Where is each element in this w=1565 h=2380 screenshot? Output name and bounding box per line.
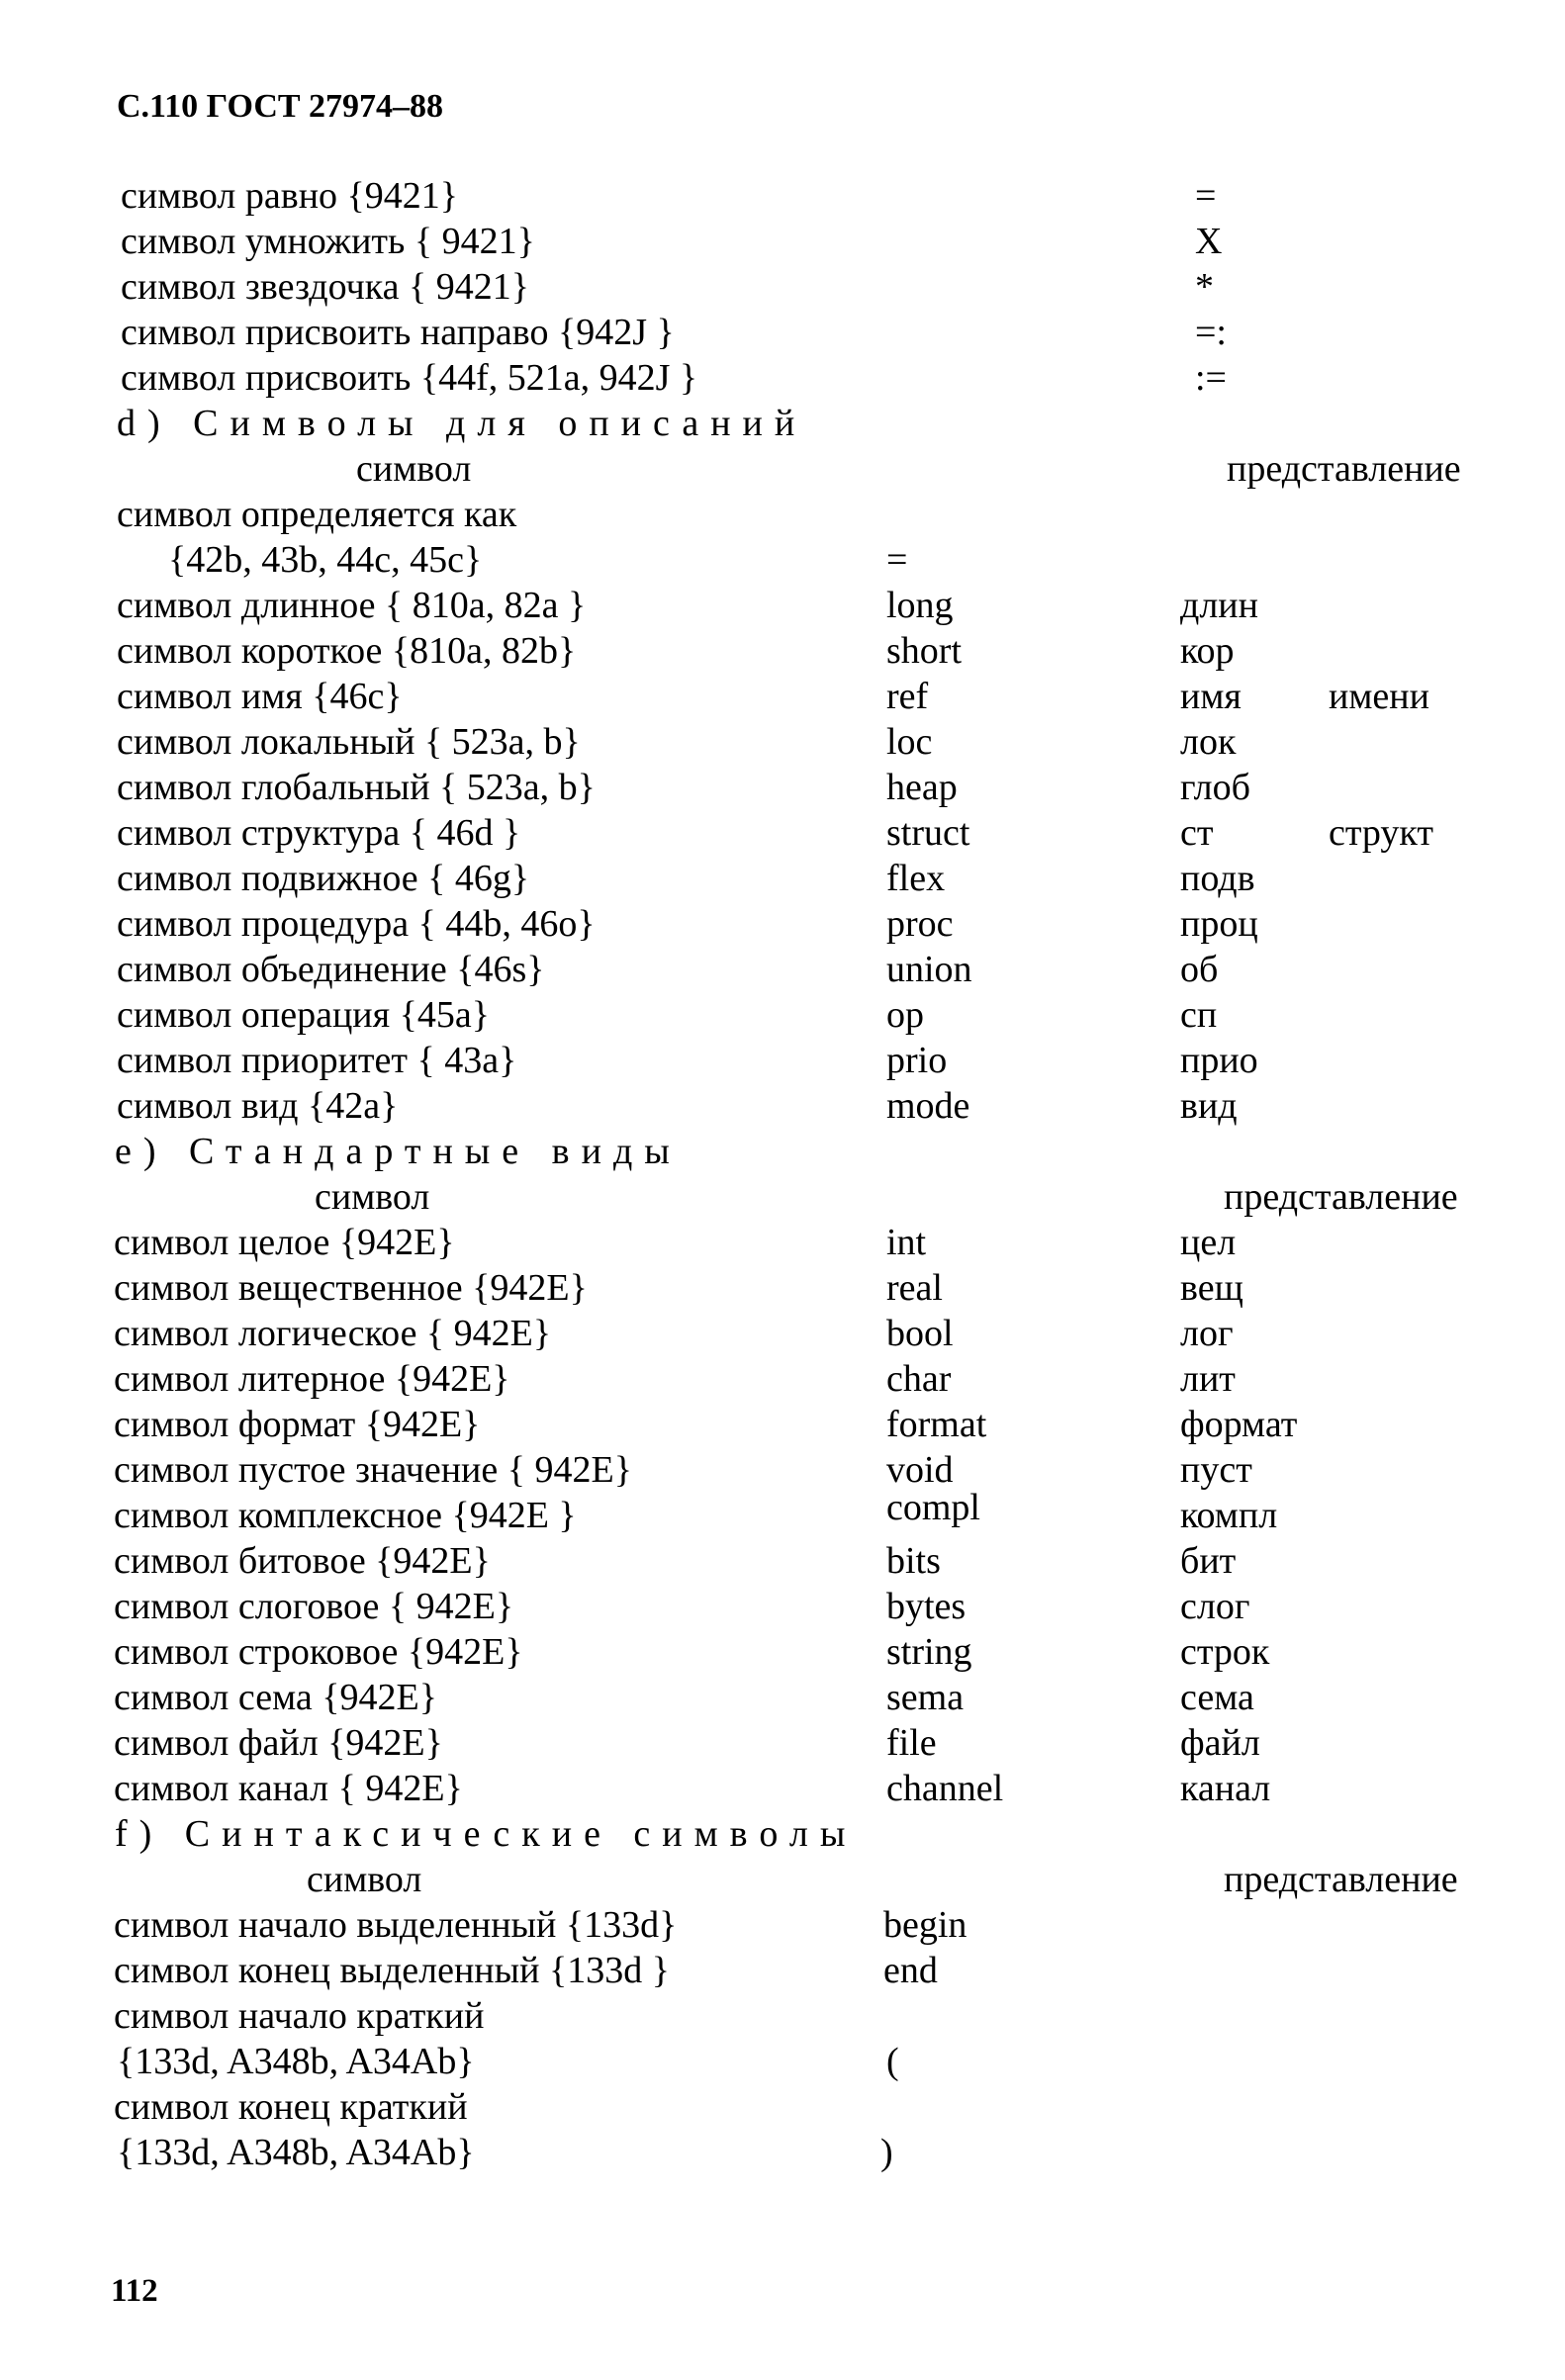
- row-name: символ целое {942E}: [114, 1222, 455, 1263]
- row-russian: длин: [1180, 585, 1258, 626]
- row-english: prio: [886, 1040, 948, 1081]
- row-symbol: =: [886, 539, 908, 581]
- row-symbol: :=: [1195, 357, 1227, 399]
- row-russian: лог: [1180, 1313, 1234, 1354]
- column-header-representation: представление: [1224, 1859, 1458, 1900]
- row-name: символ имя {46c}: [117, 676, 403, 717]
- row-english: ref: [886, 676, 929, 717]
- row-english: char: [886, 1358, 952, 1400]
- row-english: long: [886, 585, 954, 626]
- row-russian: сп: [1180, 994, 1218, 1036]
- row-russian: подв: [1180, 858, 1255, 899]
- row-russian: сема: [1180, 1677, 1254, 1718]
- row-russian: об: [1180, 949, 1219, 990]
- row-symbol: ): [880, 2132, 893, 2173]
- row-english: heap: [886, 767, 958, 808]
- row-russian: проц: [1180, 903, 1258, 945]
- row-russian: строк: [1180, 1631, 1270, 1673]
- row-russian: файл: [1180, 1722, 1260, 1764]
- column-header-representation: представление: [1224, 1176, 1458, 1218]
- column-header-symbol: символ: [307, 1859, 422, 1900]
- row-name: символ слоговое { 942E}: [114, 1586, 514, 1627]
- row-name: символ пустое значение { 942E}: [114, 1449, 632, 1491]
- row-english: op: [886, 994, 924, 1036]
- row-russian: имя: [1180, 676, 1242, 717]
- row-russian: слог: [1180, 1586, 1250, 1627]
- row-russian: канал: [1180, 1768, 1271, 1809]
- row-name: символ приоритет { 43a}: [117, 1040, 517, 1081]
- row-name: символ начало выделенный {133d}: [114, 1904, 678, 1946]
- section-d-title: d) Символы для описаний: [117, 403, 807, 444]
- row-english: flex: [886, 858, 946, 899]
- row-russian: глоб: [1180, 767, 1250, 808]
- row-name: символ умножить { 9421}: [121, 221, 535, 262]
- row-russian-alt: имени: [1329, 676, 1429, 717]
- row-name: символ конец выделенный {133d }: [114, 1950, 670, 1991]
- row-english: bool: [886, 1313, 954, 1354]
- row-name: символ присвоить {44f, 521a, 942J }: [121, 357, 698, 399]
- column-header-symbol: символ: [356, 448, 472, 490]
- row-name: символ равно {9421}: [121, 175, 459, 217]
- row-name: символ длинное { 810a, 82a }: [117, 585, 587, 626]
- row-name: символ глобальный { 523a, b}: [117, 767, 596, 808]
- row-english: void: [886, 1449, 954, 1491]
- row-english: file: [886, 1722, 937, 1764]
- row-name: символ объединение {46s}: [117, 949, 545, 990]
- row-english: channel: [886, 1768, 1004, 1809]
- row-russian: прио: [1180, 1040, 1258, 1081]
- row-english: sema: [886, 1677, 965, 1718]
- page-number: 112: [111, 2273, 158, 2309]
- row-name: символ операция {45a}: [117, 994, 490, 1036]
- row-name-references: {42b, 43b, 44c, 45c}: [168, 539, 483, 581]
- row-english: real: [886, 1267, 943, 1309]
- row-russian: пуст: [1180, 1449, 1252, 1491]
- row-russian: цел: [1180, 1222, 1237, 1263]
- row-name: символ звездочка { 9421}: [121, 266, 529, 308]
- row-name: символ вещественное {942E}: [114, 1267, 588, 1309]
- row-name: символ комплексное {942E }: [114, 1495, 577, 1536]
- row-russian: кор: [1180, 630, 1235, 672]
- row-name: символ локальный { 523a, b}: [117, 721, 581, 763]
- row-english: begin: [883, 1904, 967, 1946]
- row-symbol: (: [886, 2041, 899, 2082]
- row-symbol: =: [1195, 175, 1217, 217]
- row-english: short: [886, 630, 962, 672]
- row-english: compl: [886, 1487, 980, 1528]
- row-english: bytes: [886, 1586, 967, 1627]
- row-symbol: X: [1195, 221, 1223, 262]
- row-name: символ строковое {942E}: [114, 1631, 523, 1673]
- row-english: int: [886, 1222, 927, 1263]
- row-name: символ процедура { 44b, 46o}: [117, 903, 596, 945]
- row-name-references: {133d, A348b, A34Ab}: [117, 2041, 475, 2082]
- row-english: union: [886, 949, 972, 990]
- row-russian: лит: [1180, 1358, 1236, 1400]
- page-header: С.110 ГОСТ 27974–88: [117, 88, 444, 125]
- row-name: символ короткое {810a, 82b}: [117, 630, 577, 672]
- row-name: символ определяется как: [117, 494, 517, 535]
- row-english: mode: [886, 1085, 970, 1127]
- row-russian: бит: [1180, 1540, 1237, 1582]
- row-english: loc: [886, 721, 933, 763]
- row-symbol: =:: [1195, 312, 1227, 353]
- row-name: символ битовое {942E}: [114, 1540, 491, 1582]
- row-russian: ст: [1180, 812, 1214, 854]
- row-name: символ логическое { 942E}: [114, 1313, 552, 1354]
- row-name: символ литерное {942E}: [114, 1358, 510, 1400]
- row-russian-alt: структ: [1329, 812, 1434, 854]
- row-english: bits: [886, 1540, 941, 1582]
- column-header-representation: представление: [1227, 448, 1461, 490]
- row-english: proc: [886, 903, 954, 945]
- row-english: format: [886, 1404, 987, 1445]
- row-russian: компл: [1180, 1495, 1278, 1536]
- row-name: символ канал { 942E}: [114, 1768, 463, 1809]
- row-symbol: *: [1195, 266, 1214, 308]
- row-name: символ подвижное { 46g}: [117, 858, 530, 899]
- row-russian: вещ: [1180, 1267, 1243, 1309]
- row-name: символ конец краткий: [114, 2086, 468, 2128]
- row-russian: вид: [1180, 1085, 1238, 1127]
- row-english: struct: [886, 812, 970, 854]
- row-name: символ начало краткий: [114, 1995, 485, 2037]
- row-russian: лок: [1180, 721, 1237, 763]
- column-header-symbol: символ: [315, 1176, 430, 1218]
- row-name: символ файл {942E}: [114, 1722, 443, 1764]
- row-name: символ присвоить направо {942J }: [121, 312, 675, 353]
- section-e-title: e) Стандартные виды: [115, 1131, 682, 1172]
- row-russian: формат: [1180, 1404, 1298, 1445]
- row-name: символ формат {942E}: [114, 1404, 481, 1445]
- row-english: end: [883, 1950, 938, 1991]
- row-english: string: [886, 1631, 972, 1673]
- row-name-references: {133d, A348b, A34Ab}: [117, 2132, 475, 2173]
- row-name: символ структура { 46d }: [117, 812, 521, 854]
- row-name: символ сема {942E}: [114, 1677, 437, 1718]
- row-name: символ вид {42a}: [117, 1085, 399, 1127]
- section-f-title: f) Синтаксические символы: [115, 1813, 858, 1855]
